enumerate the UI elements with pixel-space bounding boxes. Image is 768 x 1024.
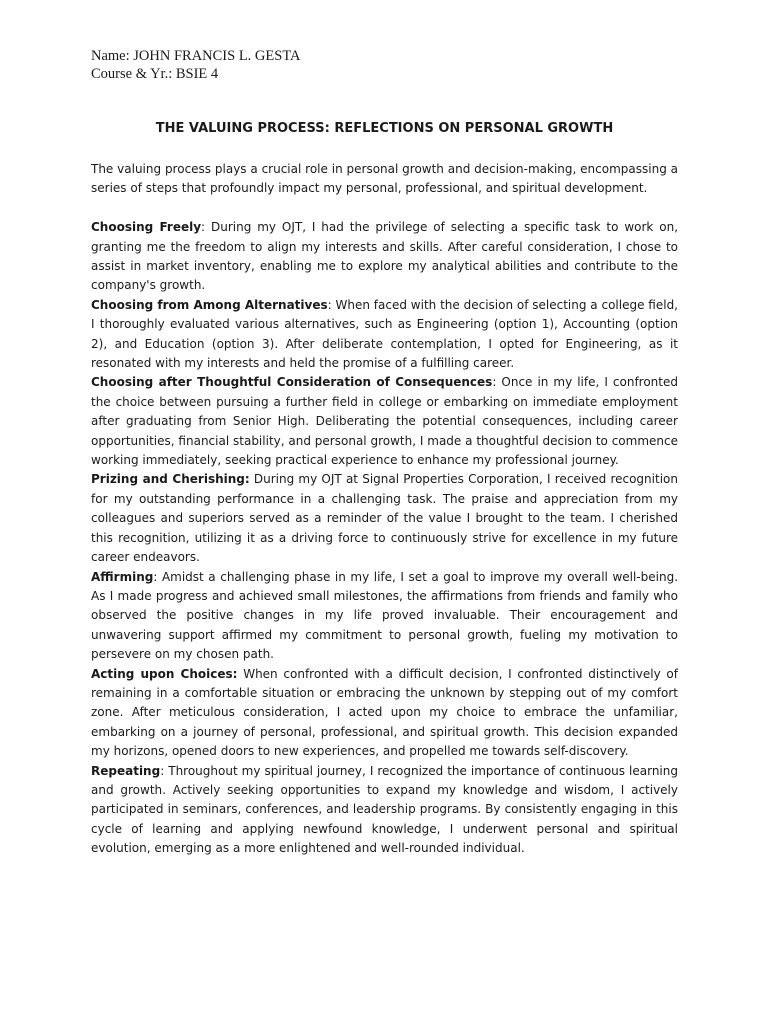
section-text: When faced with the decision of selecting a college field, I thoroughly evaluated various alternatives, such as Engineering (option 1), Accounting (option 2), and Education (option 3). After deliberate contemplation, I opted for Engineering, as it resonated with my interests and held the promise of a fulfilling career. <box>91 297 679 371</box>
section-separator: : <box>160 763 169 778</box>
document-title: THE VALUING PROCESS: REFLECTIONS ON PERSONAL GROWTH <box>155 121 614 136</box>
section-choosing-freely <box>91 218 678 296</box>
section-choosing-from-alternatives <box>91 296 678 374</box>
intro-paragraph: The valuing process plays a crucial role in personal growth and decision-making, encompassing a series of steps that profoundly impact my personal, professional, and spiritual development. <box>91 162 678 196</box>
section-text: Throughout my spiritual journey, I recognized the importance of continuous learning and growth. Actively seeking opportunities to expand my knowledge and wisdom, I actively participated in seminars, conferences, and leadership programs. By consistently engaging in this cycle of learning and applying newfound knowledge, I underwent personal and spiritual evolution, emerging as a more enlightened and well-rounded individual. <box>91 763 678 856</box>
section-separator: : <box>327 297 336 312</box>
section-term: Choosing after Thoughtful Consideration of Consequences <box>91 375 493 390</box>
section-choosing-after-consideration <box>91 373 678 470</box>
section-acting-upon-choices <box>91 665 678 762</box>
document-header <box>91 47 301 83</box>
section-term: Repeating <box>91 763 161 778</box>
section-term: Choosing Freely <box>91 220 202 235</box>
section-affirming <box>91 568 678 665</box>
section-term: Acting upon Choices: <box>91 666 238 681</box>
section-separator: : <box>201 220 211 235</box>
section-term: Choosing from Among Alternatives <box>91 297 328 312</box>
section-term: Prizing and Cherishing: <box>91 472 250 487</box>
student-name: Name: JOHN FRANCIS L. GESTA <box>91 48 301 64</box>
section-text: During my OJT, I had the privilege of selecting a specific task to work on, granting me the freedom to align my interests and skills. After careful consideration, I chose to assist in market inventory, enabling me to explore my analytical abilities and contribute to the company's growth. <box>91 220 679 293</box>
section-repeating <box>91 762 678 859</box>
section-text: Once in my life, I confronted the choice between pursuing a further field in college or embarking on immediate employment after graduating from Senior High. Deliberating the potential consequences, including career opportunities, financial stability, and personal growth, I made a thoughtful decision to commence working immediately, seeking practical experience to enhance my professional journey. <box>91 375 678 468</box>
section-prizing-and-cherishing <box>91 470 678 567</box>
section-text: Amidst a challenging phase in my life, I set a goal to improve my overall well-being. As I made progress and achieved small milestones, the affirmations from friends and family who observed the positive changes in my life proved invaluable. Their encouragement and unwavering support affirmed my commitment to personal growth, fueling my motivation to persevere on my chosen path. <box>91 569 679 662</box>
document-body <box>91 160 678 859</box>
section-separator: : <box>492 375 502 390</box>
section-text: During my OJT at Signal Properties Corporation, I received recognition for my outstanding performance in a challenging task. The praise and appreciation from my colleagues and superiors served as a reminder of the value I brought to the team. I cherished this recognition, utilizing it as a driving force to continuously strive for excellence in my future career endeavors. <box>91 472 678 565</box>
section-separator: : <box>153 569 162 584</box>
course-year: Course & Yr.: BSIE 4 <box>91 66 219 82</box>
section-text: When confronted with a difficult decision, I confronted distinctively of remaining in a comfortable situation or embracing the unknown by stepping out of my comfort zone. After meticulous consideration, I acted upon my choice to embrace the unfamiliar, embarking on a journey of personal, professional, and spiritual growth. This decision expanded my horizons, opened doors to new experiences, and propelled me towards self-discovery. <box>91 666 678 759</box>
section-term: Affirming <box>91 569 154 584</box>
